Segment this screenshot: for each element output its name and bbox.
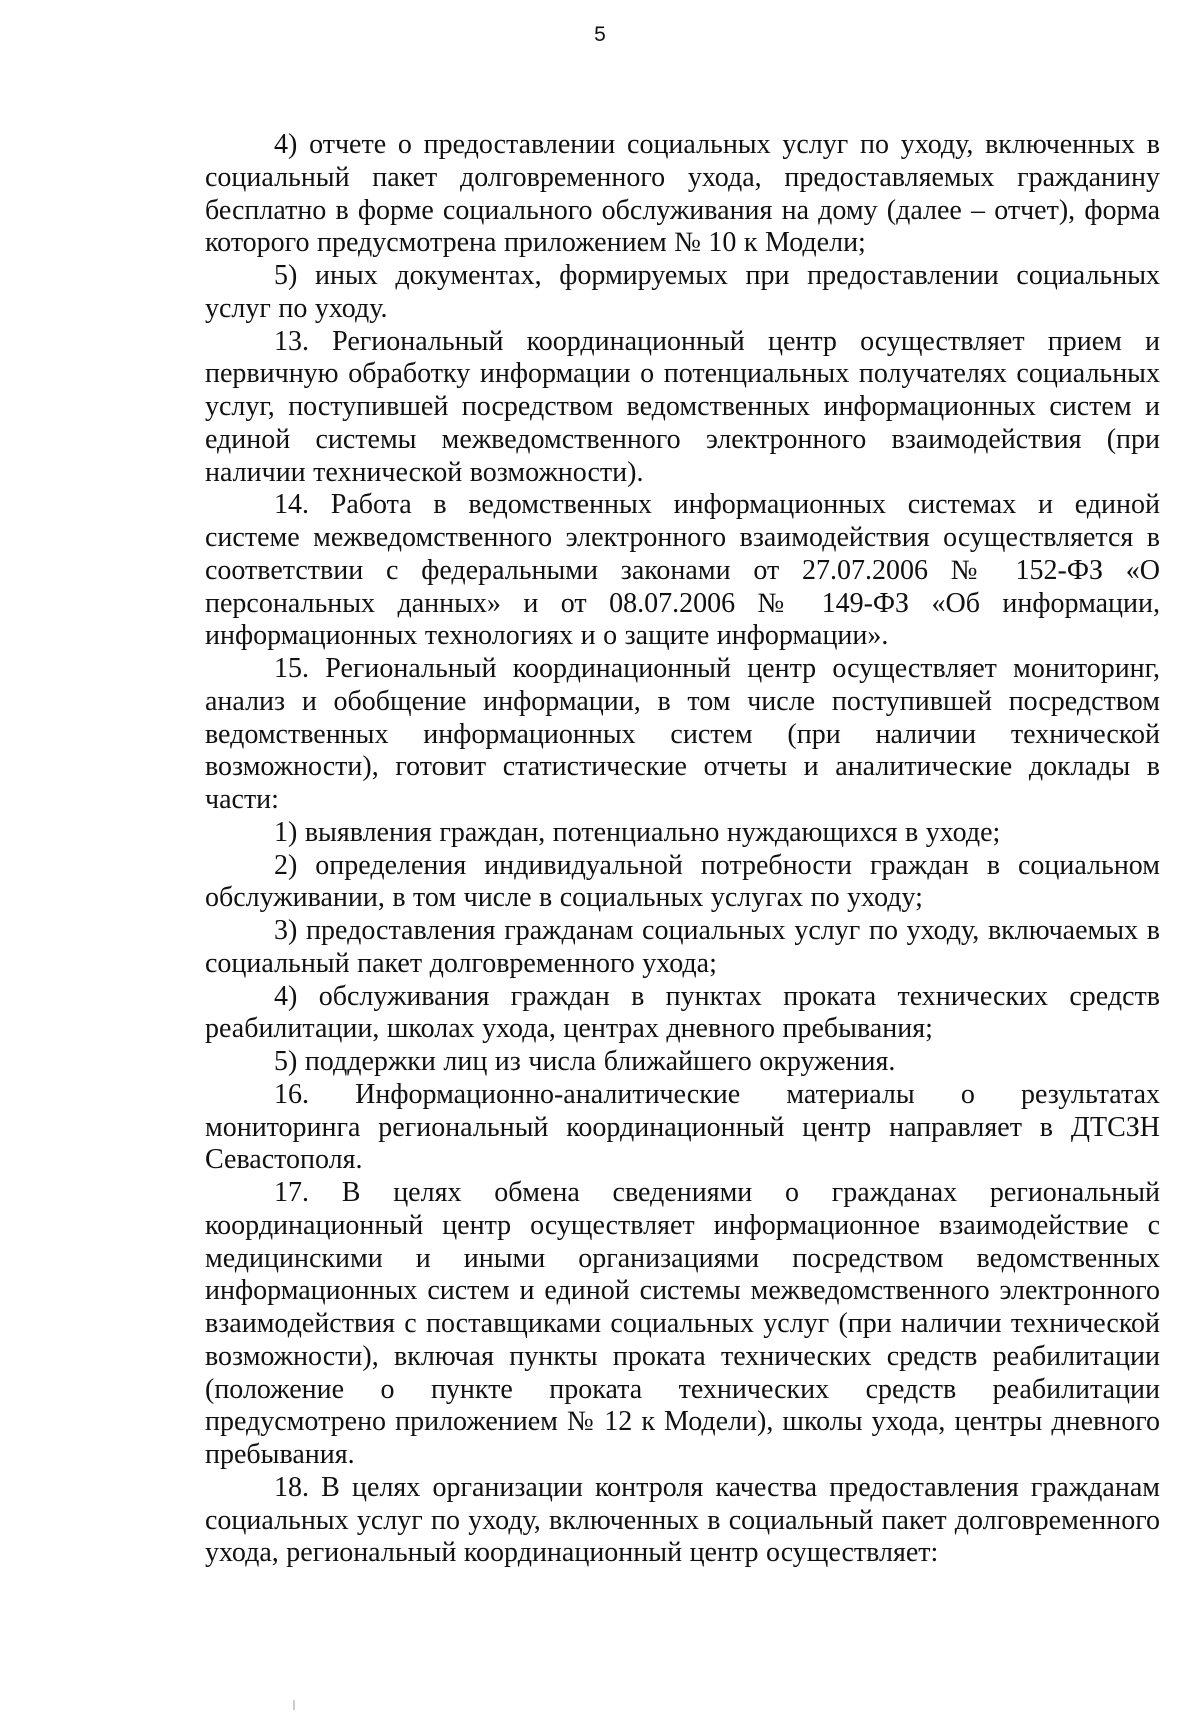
scan-mark [293, 1700, 295, 1710]
paragraph-15-item-5: 5) поддержки лиц из числа ближайшего окружения. [274, 1046, 896, 1077]
document-body [205, 129, 1160, 1570]
paragraph-17: 17. В целях обмена сведениями о гражданах региональный координационный центр осуществляет информационное взаимодействие с медицинскими и иными организациями посредством ведомственных информационных систем и единой системы межведомственного электронного взаимодействия с поставщиками социальных услуг (при наличии технической возможности), включая пункты проката технических средств реабилитации (положение о пункте проката технических средств реабилитации предусмотрено приложением № 12 к Модели), школы ухода, центры дневного пребывания. [205, 1177, 1160, 1470]
paragraph-14: 14. Работа в ведомственных информационных системах и единой системе межведомственного электронного взаимодействия осуществляется в соответствии с федеральными законами от 27.07.2006 № 152-ФЗ «О персональных данных» и от 08.07.2006 № 149-ФЗ «Об информации, информационных технологиях и о защите информации». [205, 489, 1160, 652]
paragraph-15-item-1: 1) выявления граждан, потенциально нуждающихся в уходе; [274, 816, 1001, 848]
paragraph-13: 13. Региональный координационный центр осуществляет прием и первичную обработку информации о потенциальных получателях социальных услуг, поступившей посредством ведомственных информационных систем и единой системы межведомственного электронного взаимодействия (при наличии технической возможности). [205, 325, 1160, 488]
paragraph-18: 18. В целях организации контроля качества предоставления гражданам социальных услуг по уходу, включенных в социальный пакет долговременного ухода, региональный координационный центр осуществляет: [205, 1471, 1160, 1569]
paragraph-item-4-report: 4) отчете о предоставлении социальных услуг по уходу, включенных в социальный пакет долговременного ухода, предоставляемых гражданину бесплатно в форме социального обслуживания на дому (далее – отчет), форма которого предусмотрена приложением № 10 к Модели; [205, 129, 1160, 259]
page-number: 5 [594, 23, 606, 46]
paragraph-15-item-2: 2) определения индивидуальной потребности граждан в социальном обслуживании, в том числе в социальных услугах по уходу; [205, 849, 1160, 914]
paragraph-15-item-3: 3) предоставления гражданам социальных услуг по уходу, включаемых в социальный пакет долговременного ухода; [205, 915, 1160, 979]
paragraph-15: 15. Региональный координационный центр осуществляет мониторинг, анализ и обобщение информации, в том числе поступившей посредством ведомственных информационных систем (при наличии технической возможности), готовит статистические отчеты и аналитические доклады в части: [205, 653, 1160, 815]
paragraph-16: 16. Информационно-аналитические материалы о результатах мониторинга региональный координационный центр направляет в ДТСЗН Севастополя. [205, 1078, 1160, 1176]
paragraph-15-item-4: 4) обслуживания граждан в пунктах проката технических средств реабилитации, школах ухода, центрах дневного пребывания; [205, 980, 1160, 1045]
paragraph-item-5-other-documents: 5) иных документах, формируемых при предоставлении социальных услуг по уходу. [205, 260, 1160, 324]
